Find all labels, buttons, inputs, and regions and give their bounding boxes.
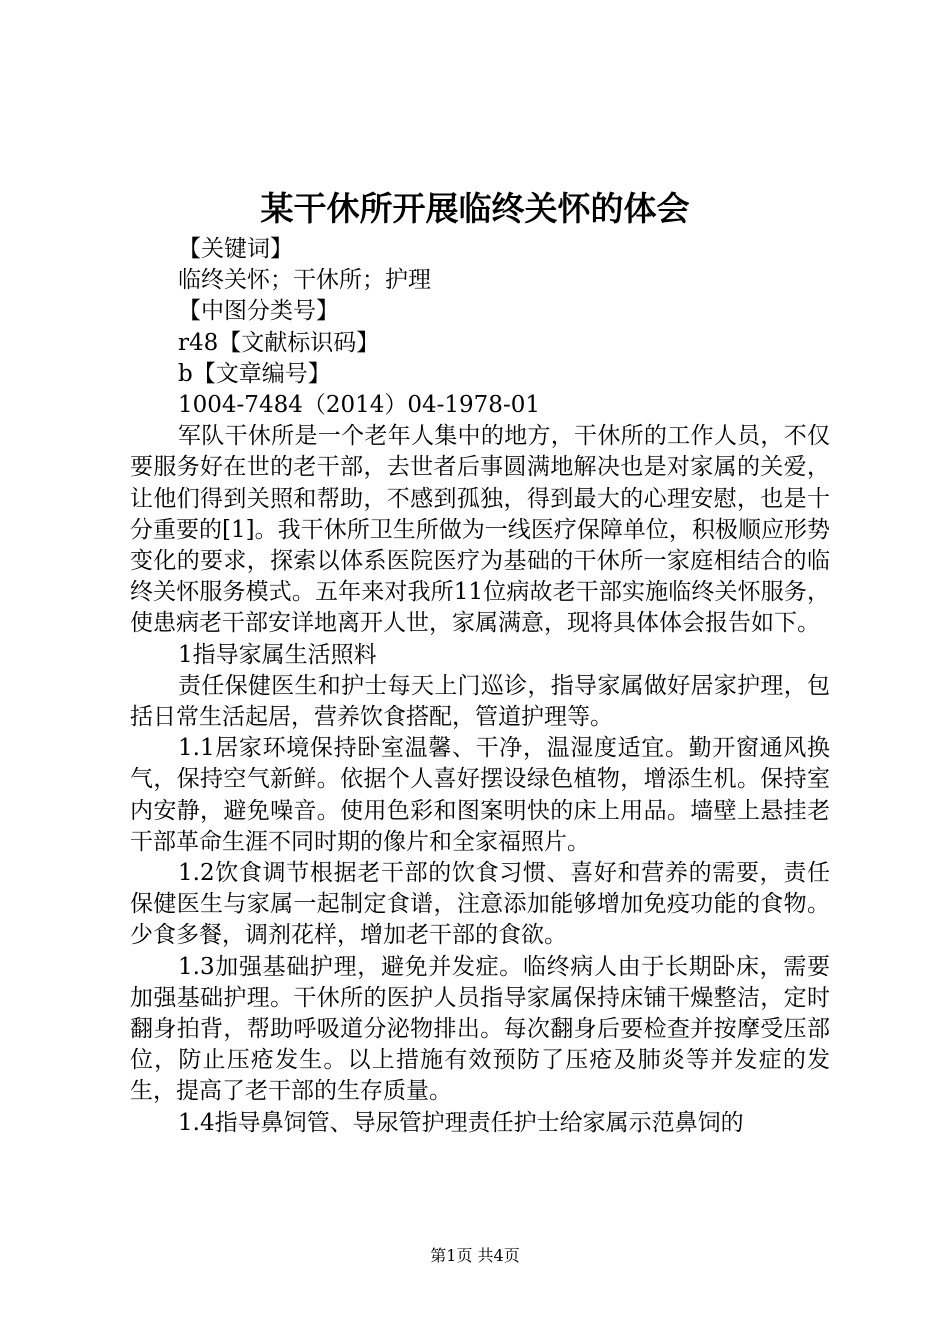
doc-code-line: b【文章编号】 (178, 360, 331, 387)
classification-label: 【中图分类号】 (178, 298, 339, 325)
section-heading-1: 1指导家属生活照料 (178, 641, 377, 668)
keywords-label: 【关键词】 (178, 236, 293, 262)
document-title: 某干休所开展临终关怀的体会 (260, 189, 690, 228)
classification-line: r48【文献标识码】 (178, 329, 380, 356)
document-body (130, 234, 830, 1139)
paragraph-1-3: 1.3加强基础护理，避免并发症。临终病人由于长期卧床，需要加强基础护理。干休所的医护人员指导家属保持床铺干燥整洁，定时翻身拍背，帮助呼吸道分泌物排出。每次翻身后要检查并按摩受压部位，防止压疮发生。以上措施有效预防了压疮及肺炎等并发症的发生，提高了老干部的生存质量。 (130, 953, 830, 1105)
paragraph-intro: 军队干休所是一个老年人集中的地方，干休所的工作人员，不仅要服务好在世的老干部，去世者后事圆满地解决也是对家属的关爱，让他们得到关照和帮助，不感到孤独，得到最大的心理安慰，也是十分重要的[1]。我干休所卫生所做为一线医疗保障单位，积极顺应形势变化的要求，探索以体系医院医疗为基础的干休所一家庭相结合的临终关怀服务模式。五年来对我所11位病故老干部实施临终关怀服务，使患病老干部安详地离开人世，家属满意，现将具体体会报告如下。 (130, 423, 830, 637)
paragraph-1-1: 1.1居家环境保持卧室温馨、干净，温湿度适宜。勤开窗通风换气，保持空气新鲜。依据个人喜好摆设绿色植物，增添生机。保持室内安静，避免噪音。使用色彩和图案明快的床上用品。墙壁上悬挂老干部革命生涯不同时期的像片和全家福照片。 (130, 735, 830, 855)
page-footer: 第1页 共4页 (430, 1246, 520, 1265)
paragraph-section-1: 责任保健医生和护士每天上门巡诊，指导家属做好居家护理，包括日常生活起居，营养饮食搭配，管道护理等。 (130, 672, 830, 731)
paragraph-1-4: 1.4指导鼻饲管、导尿管护理责任护士给家属示范鼻饲的 (178, 1109, 744, 1136)
paragraph-1-2: 1.2饮食调节根据老干部的饮食习惯、喜好和营养的需要，责任保健医生与家属一起制定食谱，注意添加能够增加免疫功能的食物。少食多餐，调剂花样，增加老干部的食欲。 (130, 860, 830, 949)
keywords-text: 临终关怀；干休所；护理 (178, 267, 431, 294)
article-number: 1004-7484（2014）04-1978-01 (178, 392, 540, 419)
